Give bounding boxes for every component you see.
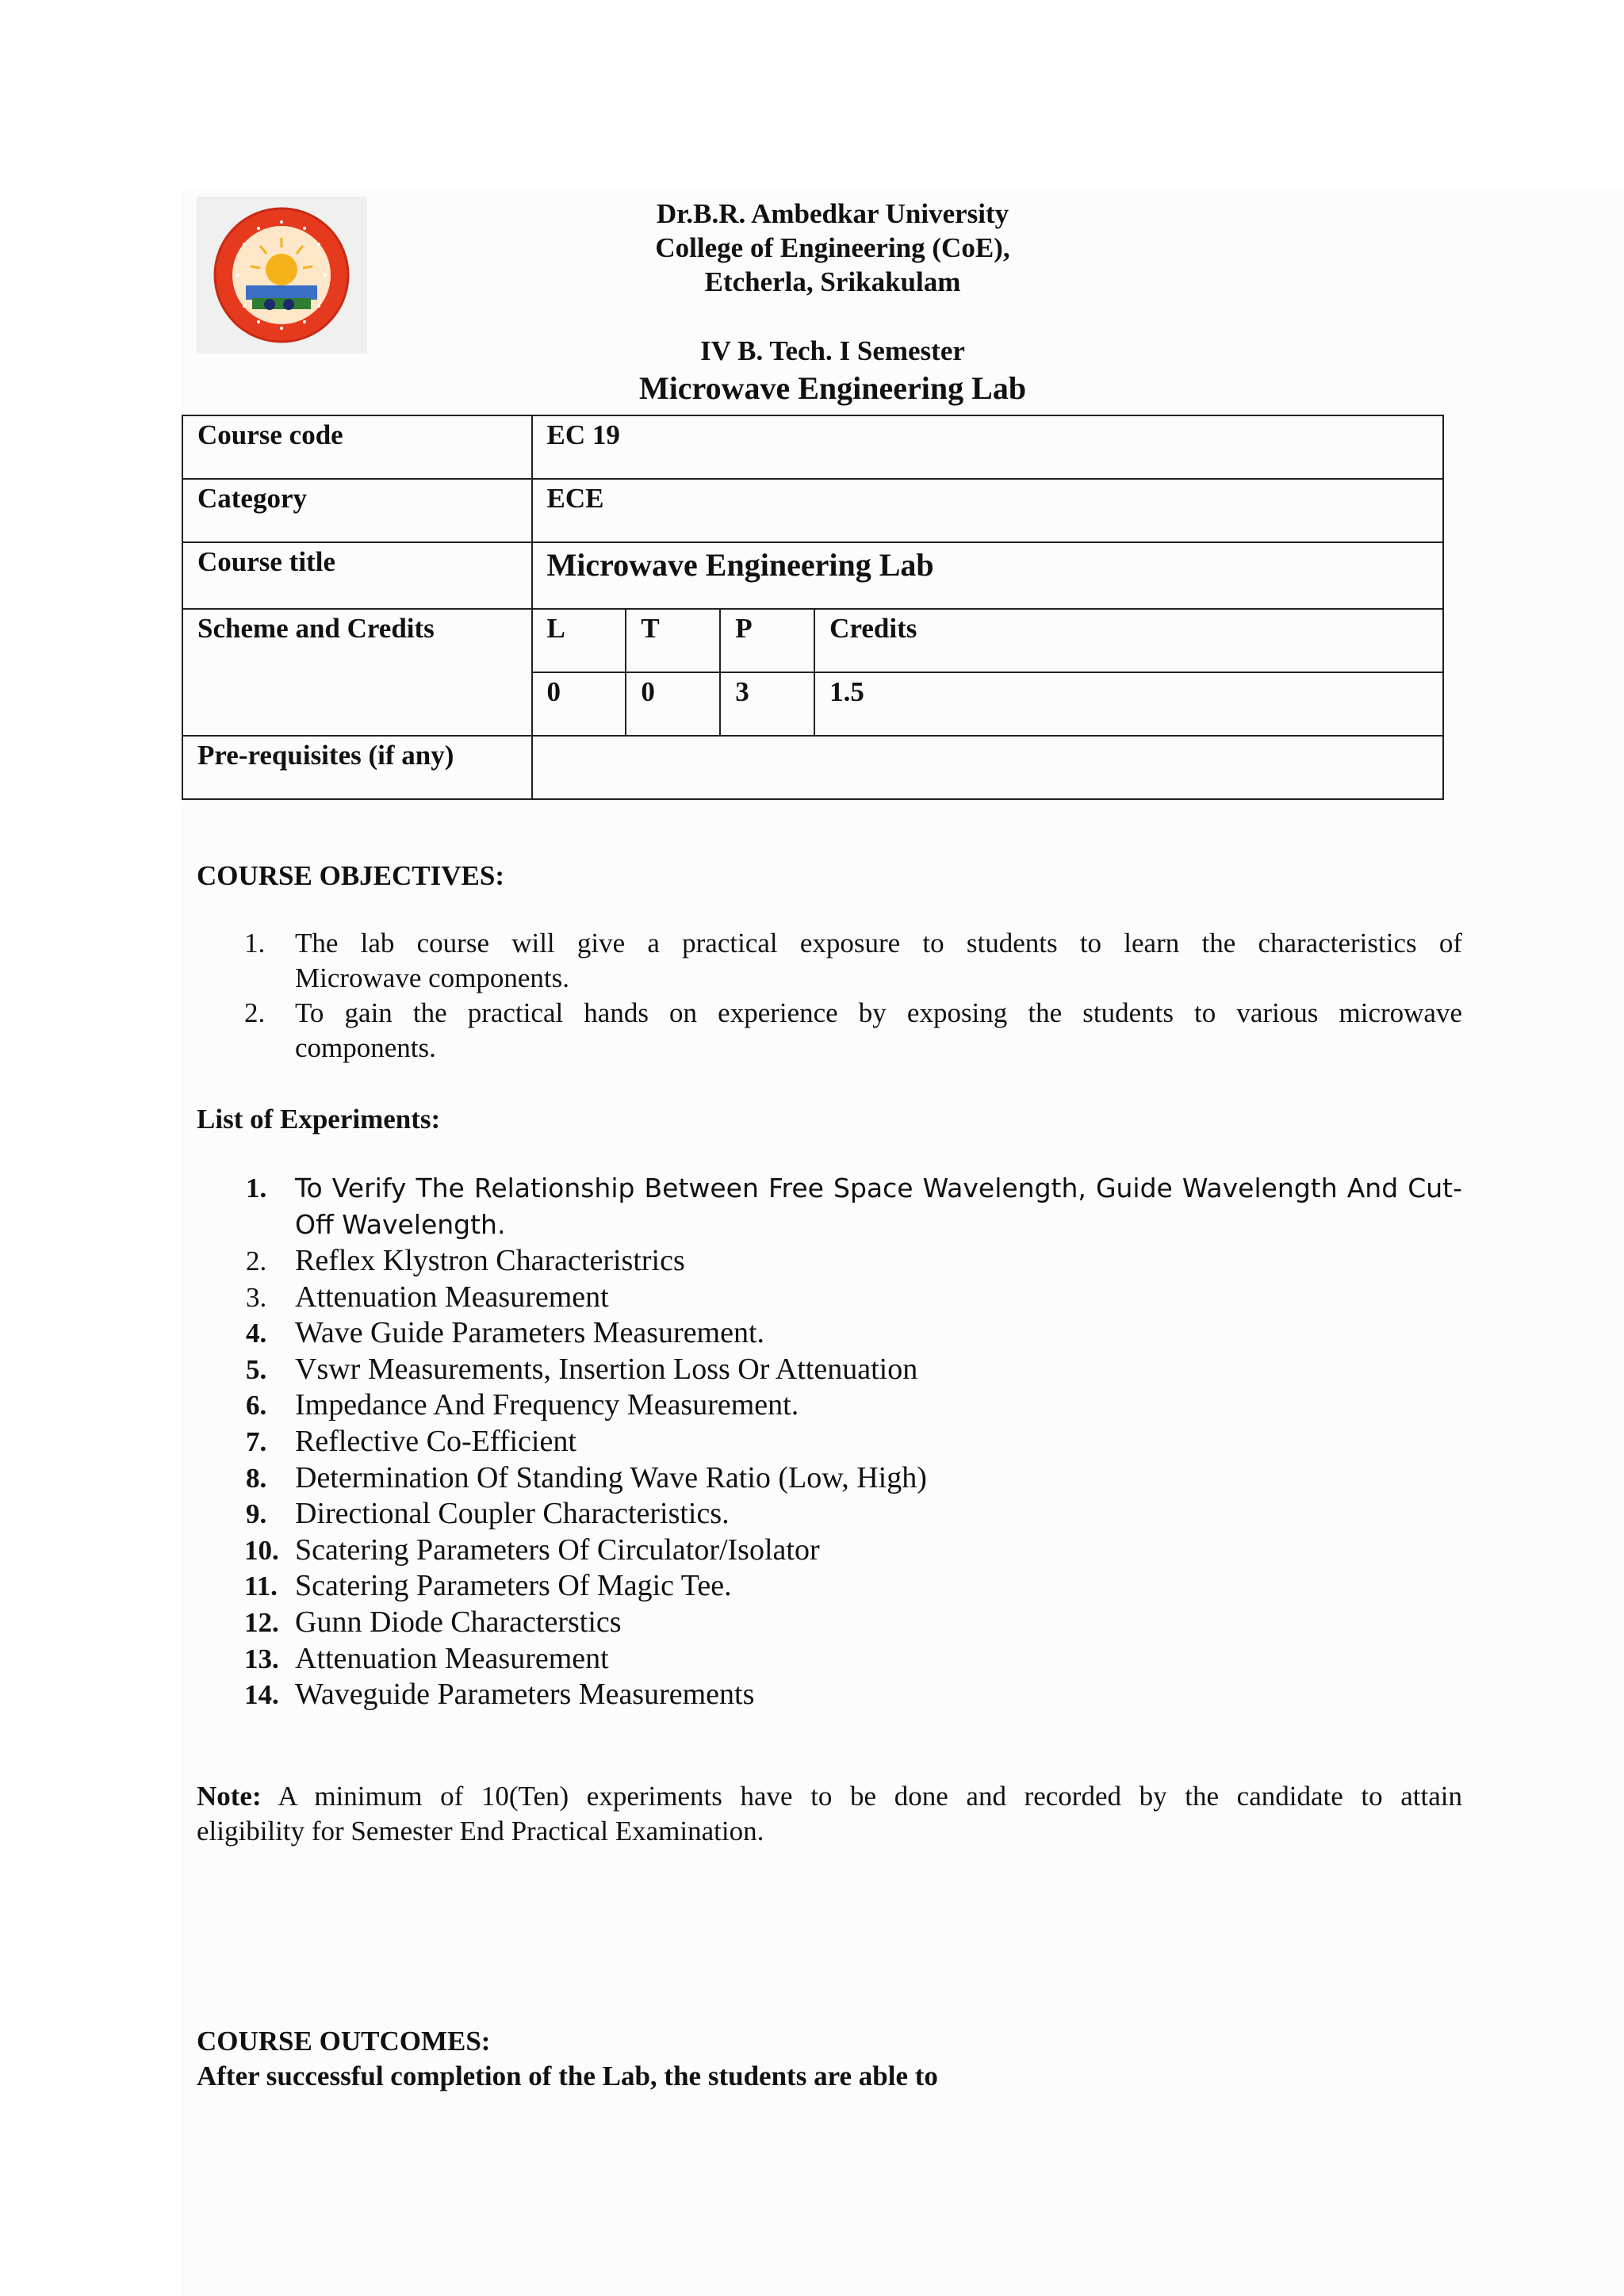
list-item xyxy=(197,1243,1462,1280)
list-item-number: 9. xyxy=(246,1498,267,1530)
list-item xyxy=(197,996,1462,1066)
experiment-text: Waveguide Parameters Measurements xyxy=(295,1678,755,1712)
list-item-number: 12. xyxy=(244,1606,279,1638)
experiment-text: Reflective Co-Efficient xyxy=(295,1424,576,1458)
course-info-table xyxy=(182,415,1444,800)
list-item xyxy=(197,1424,1462,1460)
experiment-text: Attenuation Measurement xyxy=(295,1280,609,1314)
experiment-text: Scatering Parameters Of Magic Tee. xyxy=(295,1569,732,1603)
scheme-label: Scheme and Credits xyxy=(182,609,532,736)
college-name: College of Engineering (CoE), xyxy=(655,232,1010,263)
objectives-list xyxy=(197,926,1462,1066)
scheme-header-p: P xyxy=(720,609,814,672)
category-value: ECE xyxy=(532,479,1443,542)
table-row xyxy=(182,542,1443,609)
list-item-number: 3. xyxy=(246,1281,267,1313)
list-item-number: 10. xyxy=(244,1534,279,1566)
category-label: Category xyxy=(182,479,532,542)
list-item xyxy=(197,1280,1462,1316)
experiments-heading: List of Experiments: xyxy=(197,1104,441,1135)
course-code-value: EC 19 xyxy=(532,415,1443,479)
experiments-list xyxy=(197,1170,1462,1713)
objective-text-line: Microwave components. xyxy=(295,962,570,993)
objective-text-line: To gain the practical hands on experience by exposing the students to various microwave xyxy=(295,997,1462,1028)
list-item xyxy=(197,1605,1462,1641)
experiment-text: To Verify The Relationship Between Free Space Wavelength, Guide Wavelength And Cut- Off Wavelength. xyxy=(295,1173,1462,1240)
list-item xyxy=(197,1352,1462,1388)
list-item-number: 2. xyxy=(246,1246,267,1276)
list-item-number: 13. xyxy=(244,1643,279,1674)
list-item xyxy=(197,1315,1462,1352)
list-item xyxy=(197,1460,1462,1497)
experiment-text: Impedance And Frequency Measurement. xyxy=(295,1388,799,1422)
list-item xyxy=(197,926,1462,996)
university-logo xyxy=(197,197,367,354)
scheme-header-l: L xyxy=(532,609,626,672)
list-item-number: 1. xyxy=(246,1173,267,1203)
experiment-text: Determination Of Standing Wave Ratio (Low, High) xyxy=(295,1460,927,1494)
table-row xyxy=(182,415,1443,479)
scheme-value-credits: 1.5 xyxy=(814,672,1443,736)
experiment-text: Directional Coupler Characteristics. xyxy=(295,1497,730,1531)
outcomes-subheading: After successful completion of the Lab, the students are able to xyxy=(197,2061,938,2091)
table-row xyxy=(182,479,1443,542)
semester-title: IV B. Tech. I Semester xyxy=(700,335,965,366)
list-item-number: 2. xyxy=(244,997,266,1028)
course-title-value: Microwave Engineering Lab xyxy=(532,542,1443,609)
outcomes-heading: COURSE OUTCOMES: xyxy=(197,2026,491,2057)
university-name: Dr.B.R. Ambedkar University xyxy=(656,198,1009,229)
list-item xyxy=(197,1533,1462,1569)
objective-text-line: The lab course will give a practical exposure to students to learn the characteristics of xyxy=(295,928,1462,959)
list-item-number: 4. xyxy=(246,1318,267,1349)
note-paragraph xyxy=(197,1779,1462,1849)
list-item-number: 8. xyxy=(246,1462,267,1494)
list-item xyxy=(197,1170,1462,1243)
list-item-number: 6. xyxy=(246,1390,267,1422)
list-item xyxy=(197,1641,1462,1678)
list-item-number: 11. xyxy=(244,1571,278,1602)
prereq-label: Pre-requisites (if any) xyxy=(182,736,532,799)
table-row xyxy=(182,736,1443,799)
list-item-number: 1. xyxy=(244,928,266,959)
list-item xyxy=(197,1568,1462,1605)
experiment-text: Attenuation Measurement xyxy=(295,1641,609,1675)
scheme-header-credits: Credits xyxy=(814,609,1443,672)
experiment-text: Gunn Diode Characterstics xyxy=(295,1605,622,1639)
note-text: A minimum of 10(Ten) experiments have to be done and recorded by the candidate to attain xyxy=(278,1781,1463,1812)
experiment-text: Wave Guide Parameters Measurement. xyxy=(295,1316,765,1350)
scheme-header-t: T xyxy=(626,609,720,672)
scheme-value-p: 3 xyxy=(720,672,814,736)
scheme-value-l: 0 xyxy=(532,672,626,736)
list-item xyxy=(197,1496,1462,1533)
list-item xyxy=(197,1387,1462,1424)
objective-text-line: components. xyxy=(295,1032,436,1063)
experiment-text: Scatering Parameters Of Circulator/Isolator xyxy=(295,1533,820,1567)
experiment-text: Vswr Measurements, Insertion Loss Or Attenuation xyxy=(295,1352,918,1386)
note-line xyxy=(197,1779,1462,1814)
course-title-label: Course title xyxy=(182,542,532,609)
university-seal-icon xyxy=(197,197,367,354)
list-item-number: 14. xyxy=(244,1679,279,1711)
table-row xyxy=(182,609,1443,672)
institution-header xyxy=(476,197,1189,299)
experiment-text: Reflex Klystron Characteristrics xyxy=(295,1244,685,1277)
course-code-label: Course code xyxy=(182,415,532,479)
list-item-number: 7. xyxy=(246,1425,267,1457)
objectives-heading: COURSE OBJECTIVES: xyxy=(197,860,505,891)
college-location: Etcherla, Srikakulam xyxy=(704,266,961,297)
lab-title: Microwave Engineering Lab xyxy=(638,370,1027,406)
list-item-number: 5. xyxy=(246,1353,267,1385)
list-item xyxy=(197,1677,1462,1713)
prereq-value xyxy=(532,736,1443,799)
note-label: Note: xyxy=(197,1781,262,1812)
scheme-value-t: 0 xyxy=(626,672,720,736)
note-line: eligibility for Semester End Practical Examination. xyxy=(197,1816,764,1846)
